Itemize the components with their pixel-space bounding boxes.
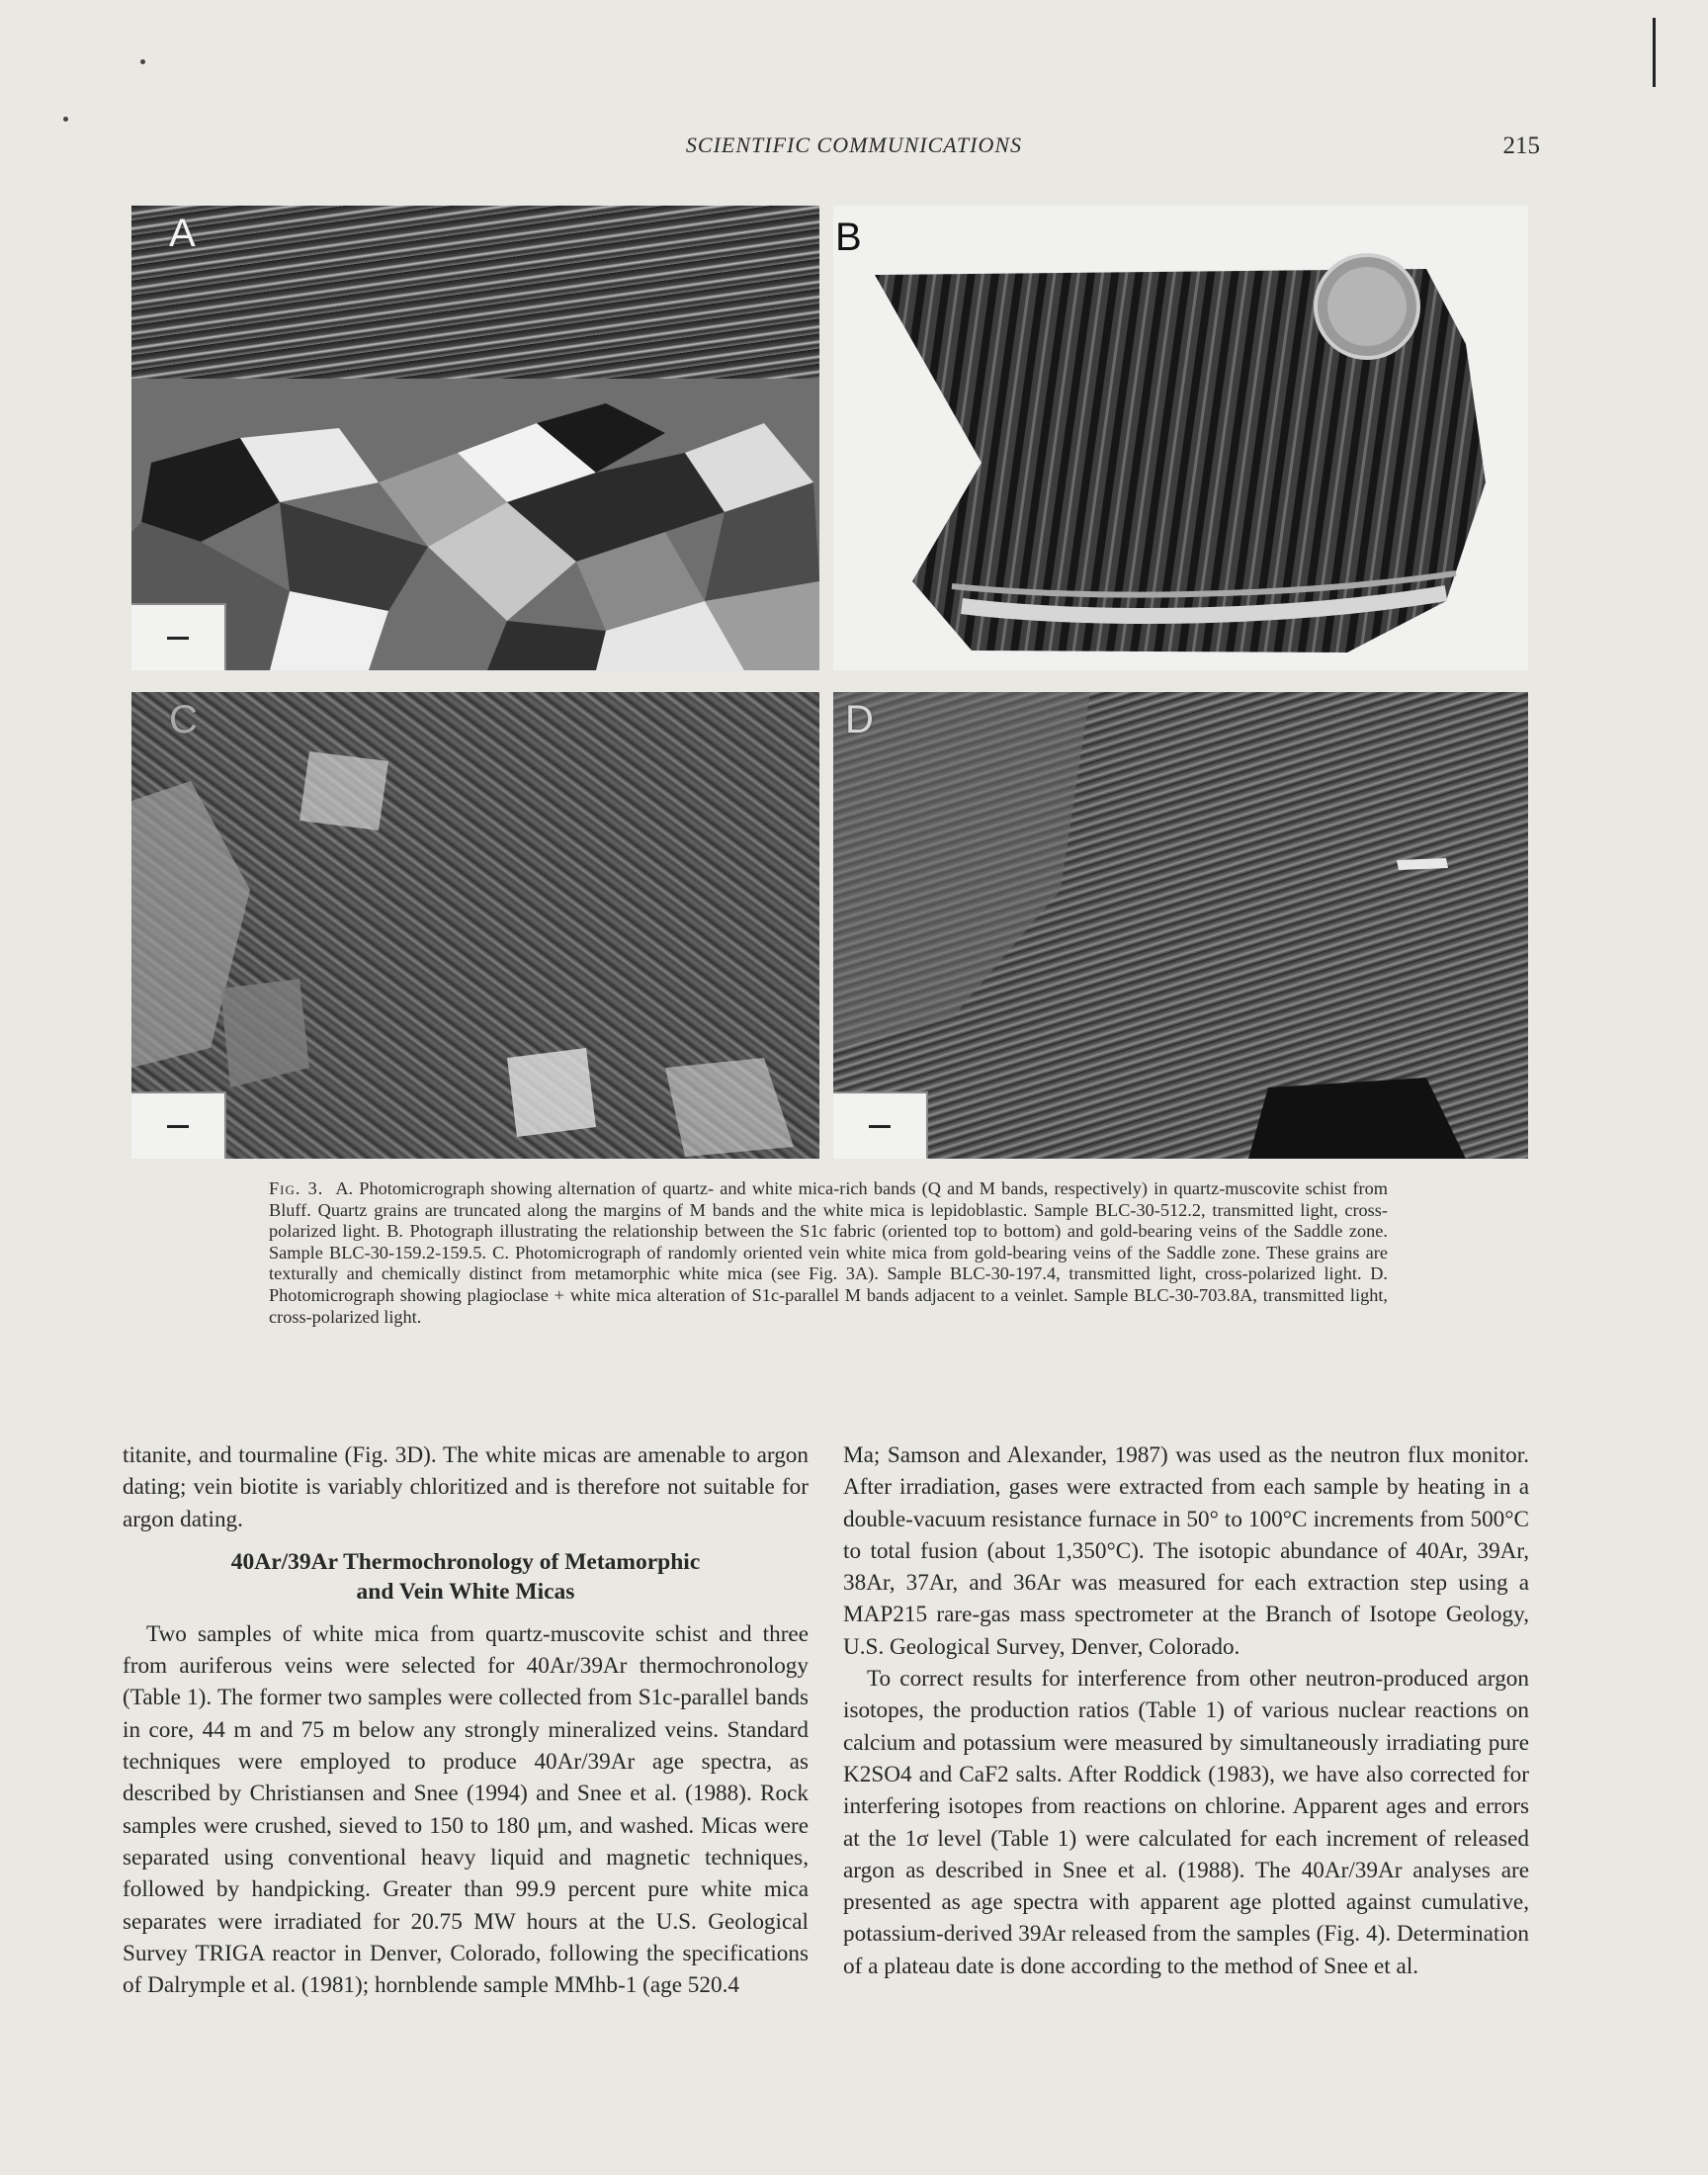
left-text-column (123, 1439, 809, 2001)
scan-edge-mark (1653, 18, 1656, 87)
figure-label: Fig. 3. (269, 1178, 324, 1198)
section-heading (123, 1547, 809, 1607)
body-paragraph: To correct results for interference from other neutron-produced argon isotopes, the production ratios (Table 1) of various nuclear reactions on calcium and potassium were measured by simultaneously irradiating pure K2SO4 and CaF2 salts. After Roddick (1983), we have also corrected for interfering isotopes from reactions on chlorine. Apparent ages and errors at the 1σ level (Table 1) were calculated for each increment of released argon as described in Snee et al. (1988). The 40Ar/39Ar analyses are presented as age spectra with apparent age plotted against cumulative, potassium-derived 39Ar released from the samples (Fig. 4). Determination of a plateau date is done according to the method of Snee et al. (843, 1666, 1529, 1979)
panel-label-d: D (845, 698, 874, 741)
figure-panel-d (833, 692, 1528, 1159)
section-heading-line: 40Ar/39Ar Thermochronology of Metamorphic (230, 1548, 701, 1575)
figure-caption-text: A. Photomicrograph showing alternation of quartz- and white mica-rich bands (Q and M bands, respectively) in quartz-muscovite schist from Bluff. Quartz grains are truncated along the margins of M bands and the white mica is lepidoblastic. Sample BLC-30-512.2, transmitted light, cross-polarized light. B. Photograph illustrating the relationship between the S1c fabric (oriented top to bottom) and gold-bearing veins of the Saddle zone. Sample BLC-30-159.2-159.5. C. Photomicrograph of randomly oriented vein white mica from gold-bearing veins of the Saddle zone. These grains are texturally and chemically distinct from metamorphic white mica (see Fig. 3A). Sample BLC-30-197.4, transmitted light, cross-polarized light. D. Photomicrograph showing plagioclase + white mica alteration of S1c-parallel M bands adjacent to a veinlet. Sample BLC-30-703.8A, transmitted light, cross-polarized light. (269, 1178, 1388, 1327)
scale-bar (131, 1091, 226, 1159)
figure-caption (269, 1178, 1388, 1328)
right-text-column (843, 1439, 1529, 1982)
scale-bar (131, 603, 226, 670)
quartz-grains-graphic (131, 206, 819, 670)
scan-speck (63, 117, 68, 122)
panel-label-b: B (835, 216, 862, 259)
page-number: 215 (1502, 132, 1540, 159)
body-paragraph: Two samples of white mica from quartz-muscovite schist and three from auriferous veins were selected for 40Ar/39Ar thermochronology (Table 1). The former two samples were collected from S1c-parallel bands in core, 44 m and 75 m below any strongly mineralized veins. Standard techniques were employed to produce 40Ar/39Ar age spectra, as described by Christiansen and Snee (1994) and Snee et al. (1988). Rock samples were crushed, sieved to 150 to 180 μm, and washed. Micas were separated using conventional heavy liquid and magnetic techniques, followed by handpicking. Greater than 99.9 percent pure white mica separates were irradiated for 20.75 MW hours at the U.S. Geological Survey TRIGA reactor in Denver, Colorado, following the specifications of Dalrymple et al. (1981); hornblende sample MMhb-1 (age 520.4 (123, 1620, 809, 1999)
panel-label-c: C (169, 698, 198, 741)
body-paragraph: Ma; Samson and Alexander, 1987) was used as the neutron flux monitor. After irradiation, gases were extracted from each sample by heating in a double-vacuum resistance furnace in 50° to 100°C increments from 500°C to total fusion (about 1,350°C). The isotopic abundance of 40Ar, 39Ar, 38Ar, 37Ar, and 36Ar was measured for each extraction step using a MAP215 rare-gas mass spectrometer at the Branch of Isotope Geology, U.S. Geological Survey, Denver, Colorado. (843, 1442, 1529, 1660)
scale-bar (833, 1091, 928, 1159)
figure-panel-c (131, 692, 819, 1159)
panel-label-a: A (169, 212, 196, 255)
scan-speck (140, 59, 145, 64)
body-paragraph: titanite, and tourmaline (Fig. 3D). The white micas are amenable to argon dating; vein biotite is variably chloritized and is therefore not suitable for argon dating. (123, 1442, 809, 1532)
section-heading-line: and Vein White Micas (356, 1578, 575, 1605)
vein-mica-graphic (131, 692, 819, 1159)
running-title: SCIENTIFIC COMMUNICATIONS (685, 132, 1023, 157)
figure-panel-a (131, 206, 819, 670)
rock-sample-graphic (833, 206, 1528, 670)
figure-panel-b (833, 206, 1528, 670)
altered-bands-graphic (833, 692, 1528, 1159)
